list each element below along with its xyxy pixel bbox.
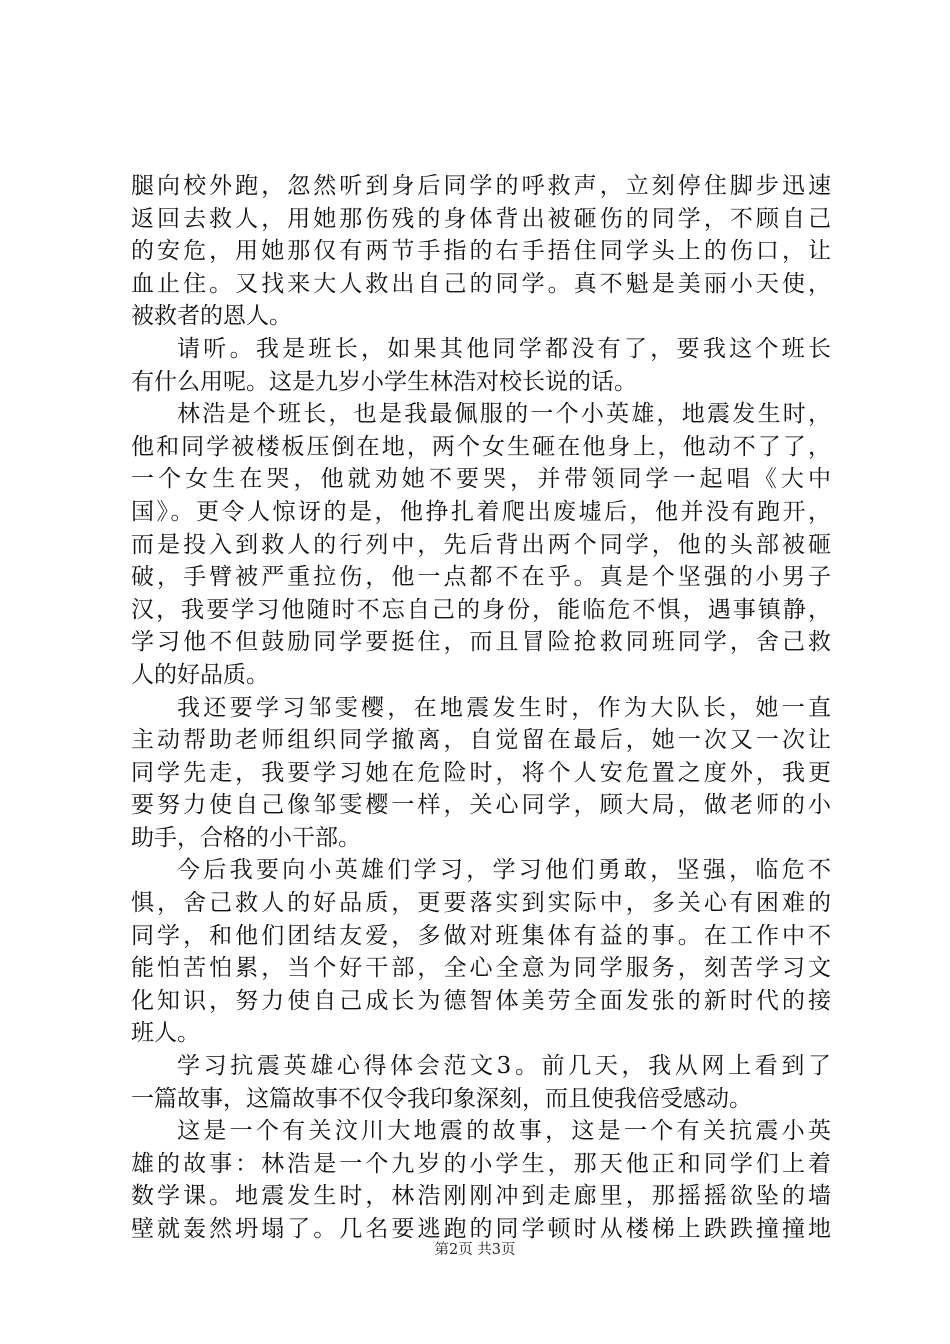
text-line: 今后我要向小英雄们学习，学习他们勇敢，坚强，临危不: [177, 857, 831, 884]
text-line: 主动帮助老师组织同学撤离，自觉留在最后，她一次又一次让: [131, 727, 831, 754]
text-line: 我还要学习邹雯樱，在地震发生时，作为大队长，她一直: [177, 694, 831, 721]
text-line: 的安危，用她那仅有两节手指的右手捂住同学头上的伤口，让: [131, 238, 831, 265]
text-line: 有什么用呢。这是九岁小学生林浩对校长说的话。: [131, 368, 637, 395]
text-line: 助手，合格的小干部。: [131, 824, 361, 851]
text-line: 而是投入到救人的行列中，先后背出两个同学，他的头部被砸: [131, 531, 831, 558]
text-line: 人的好品质。: [131, 661, 269, 688]
text-line: 学习抗震英雄心得体会范文3。前几天，我从网上看到了: [177, 1053, 831, 1080]
text-line: 一篇故事，这篇故事不仅令我印象深刻，而且使我倍受感动。: [131, 1085, 752, 1112]
text-line: 同学，和他们团结友爱，多做对班集体有益的事。在工作中不: [131, 922, 831, 949]
text-line: 数学课。地震发生时，林浩刚刚冲到走廊里，那摇摇欲坠的墙: [131, 1183, 831, 1210]
text-line: 一个女生在哭，他就劝她不要哭，并带领同学一起唱《大中: [131, 466, 831, 493]
text-line: 血止住。又找来大人救出自己的同学。真不魁是美丽小天使，: [131, 270, 831, 297]
text-line: 这是一个有关汶川大地震的故事，这是一个有关抗震小英: [177, 1118, 831, 1145]
text-line: 国》。更令人惊讶的是，他挣扎着爬出废墟后，他并没有跑开，: [131, 498, 831, 525]
text-line: 被救者的恩人。: [131, 303, 292, 330]
text-line: 学习他不但鼓励同学要挺住，而且冒险抢救同班同学，舍己救: [131, 629, 831, 656]
text-line: 他和同学被楼板压倒在地，两个女生砸在他身上，他动不了了，: [131, 433, 831, 460]
text-line: 壁就轰然坍塌了。几名要逃跑的同学顿时从楼梯上跌跌撞撞地: [131, 1216, 831, 1242]
text-line: 雄的故事：林浩是一个九岁的小学生，那天他正和同学们上着: [131, 1150, 831, 1177]
text-line: 同学先走，我要学习她在危险时，将个人安危置之度外，我更: [131, 759, 831, 786]
text-line: 要努力使自己像邹雯樱一样，关心同学，顾大局，做老师的小: [131, 792, 831, 819]
text-line: 班人。: [131, 1020, 200, 1047]
text-line: 破，手臂被严重拉伤，他一点都不在乎。真是个坚强的小男子: [131, 564, 831, 591]
text-line: 返回去救人，用她那伤残的身体背出被砸伤的同学，不顾自己: [131, 205, 831, 232]
text-line: 能怕苦怕累，当个好干部，全心全意为同学服务，刻苦学习文: [131, 955, 831, 982]
text-line: 腿向校外跑，忽然听到身后同学的呼救声，立刻停住脚步迅速: [131, 173, 831, 199]
text-line: 请听。我是班长，如果其他同学都没有了，要我这个班长: [177, 335, 831, 362]
text-line: 林浩是个班长，也是我最佩服的一个小英雄，地震发生时，: [177, 401, 831, 428]
text-line: 汉，我要学习他随时不忘自己的身份，能临危不惧，遇事镇静，: [131, 596, 831, 623]
document-body-text: [131, 170, 831, 1246]
page-footer: 第2页 共3页: [434, 1242, 516, 1258]
text-line: 化知识，努力使自己成长为德智体美劳全面发张的新时代的接: [131, 987, 831, 1014]
text-line: 惧，舍己救人的好品质，更要落实到实际中，多关心有困难的: [131, 890, 831, 917]
